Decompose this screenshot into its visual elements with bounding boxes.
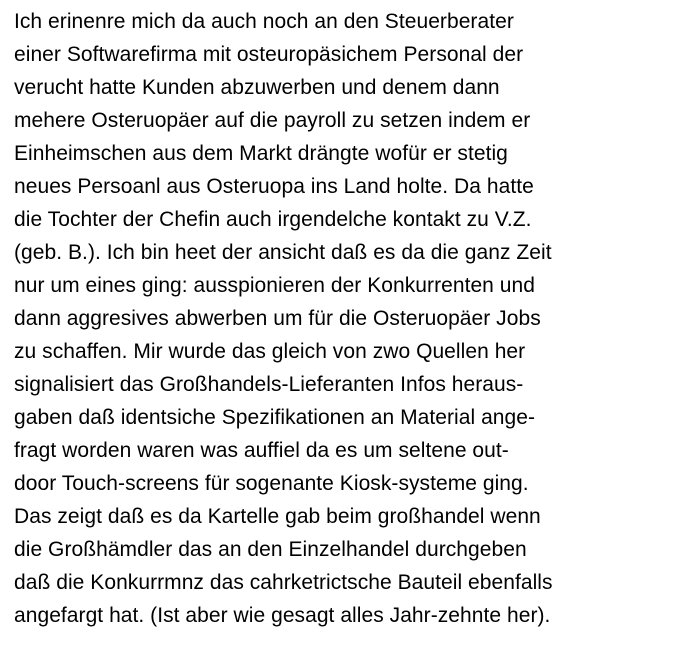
text-line: einer Softwarefirma mit osteuropäsichem Personal der: [14, 43, 524, 66]
text-line: nur um eines ging: ausspionieren der Konkurrenten und: [14, 274, 535, 297]
text-line: die Tochter der Chefin auch irgendelche kontakt zu V.Z.: [14, 208, 532, 231]
text-line: gaben daß identsiche Spezifikationen an Material ange-: [14, 406, 536, 429]
text-line: (geb. B.). Ich bin heet der ansicht daß es da die ganz Zeit: [14, 241, 552, 264]
paragraph: [14, 5, 682, 632]
text-line: die Großhämdler das an den Einzelhandel durchgeben: [14, 538, 527, 561]
text-line: Einheimschen aus dem Markt drängte wofür er stetig: [14, 142, 508, 165]
text-line: dann aggresives abwerben um für die Osteruopäer Jobs: [14, 307, 541, 330]
text-line: door Touch-screens für sogenante Kiosk-systeme ging.: [14, 472, 529, 495]
text-line: fragt worden waren was auffiel da es um seltene out-: [14, 439, 509, 462]
text-line: signalisiert das Großhandels-Lieferanten Infos heraus-: [14, 373, 524, 396]
text-line: Ich erinenre mich da auch noch an den Steuerberater: [14, 10, 514, 33]
text-line: veruсht hatte Kunden abzuwerben und denem dann: [14, 76, 500, 99]
text-line: zu schaffen. Mir wurde das gleich von zwo Quellen her: [14, 340, 526, 363]
text-line: daß die Konkurrmnz das cahrketrictsche Bauteil ebenfalls: [14, 571, 553, 594]
text-line: neues Persoanl aus Osteruopa ins Land holte. Da hatte: [14, 175, 534, 198]
text-line: angefargt hat. (Ist aber wie gesagt alles Jahr-zehnte her).: [14, 604, 551, 627]
text-line: Das zeigt daß es da Kartelle gab beim großhandel wenn: [14, 505, 541, 528]
text-line: mehere Osteruopäer auf die payroll zu setzen indem er: [14, 109, 531, 132]
